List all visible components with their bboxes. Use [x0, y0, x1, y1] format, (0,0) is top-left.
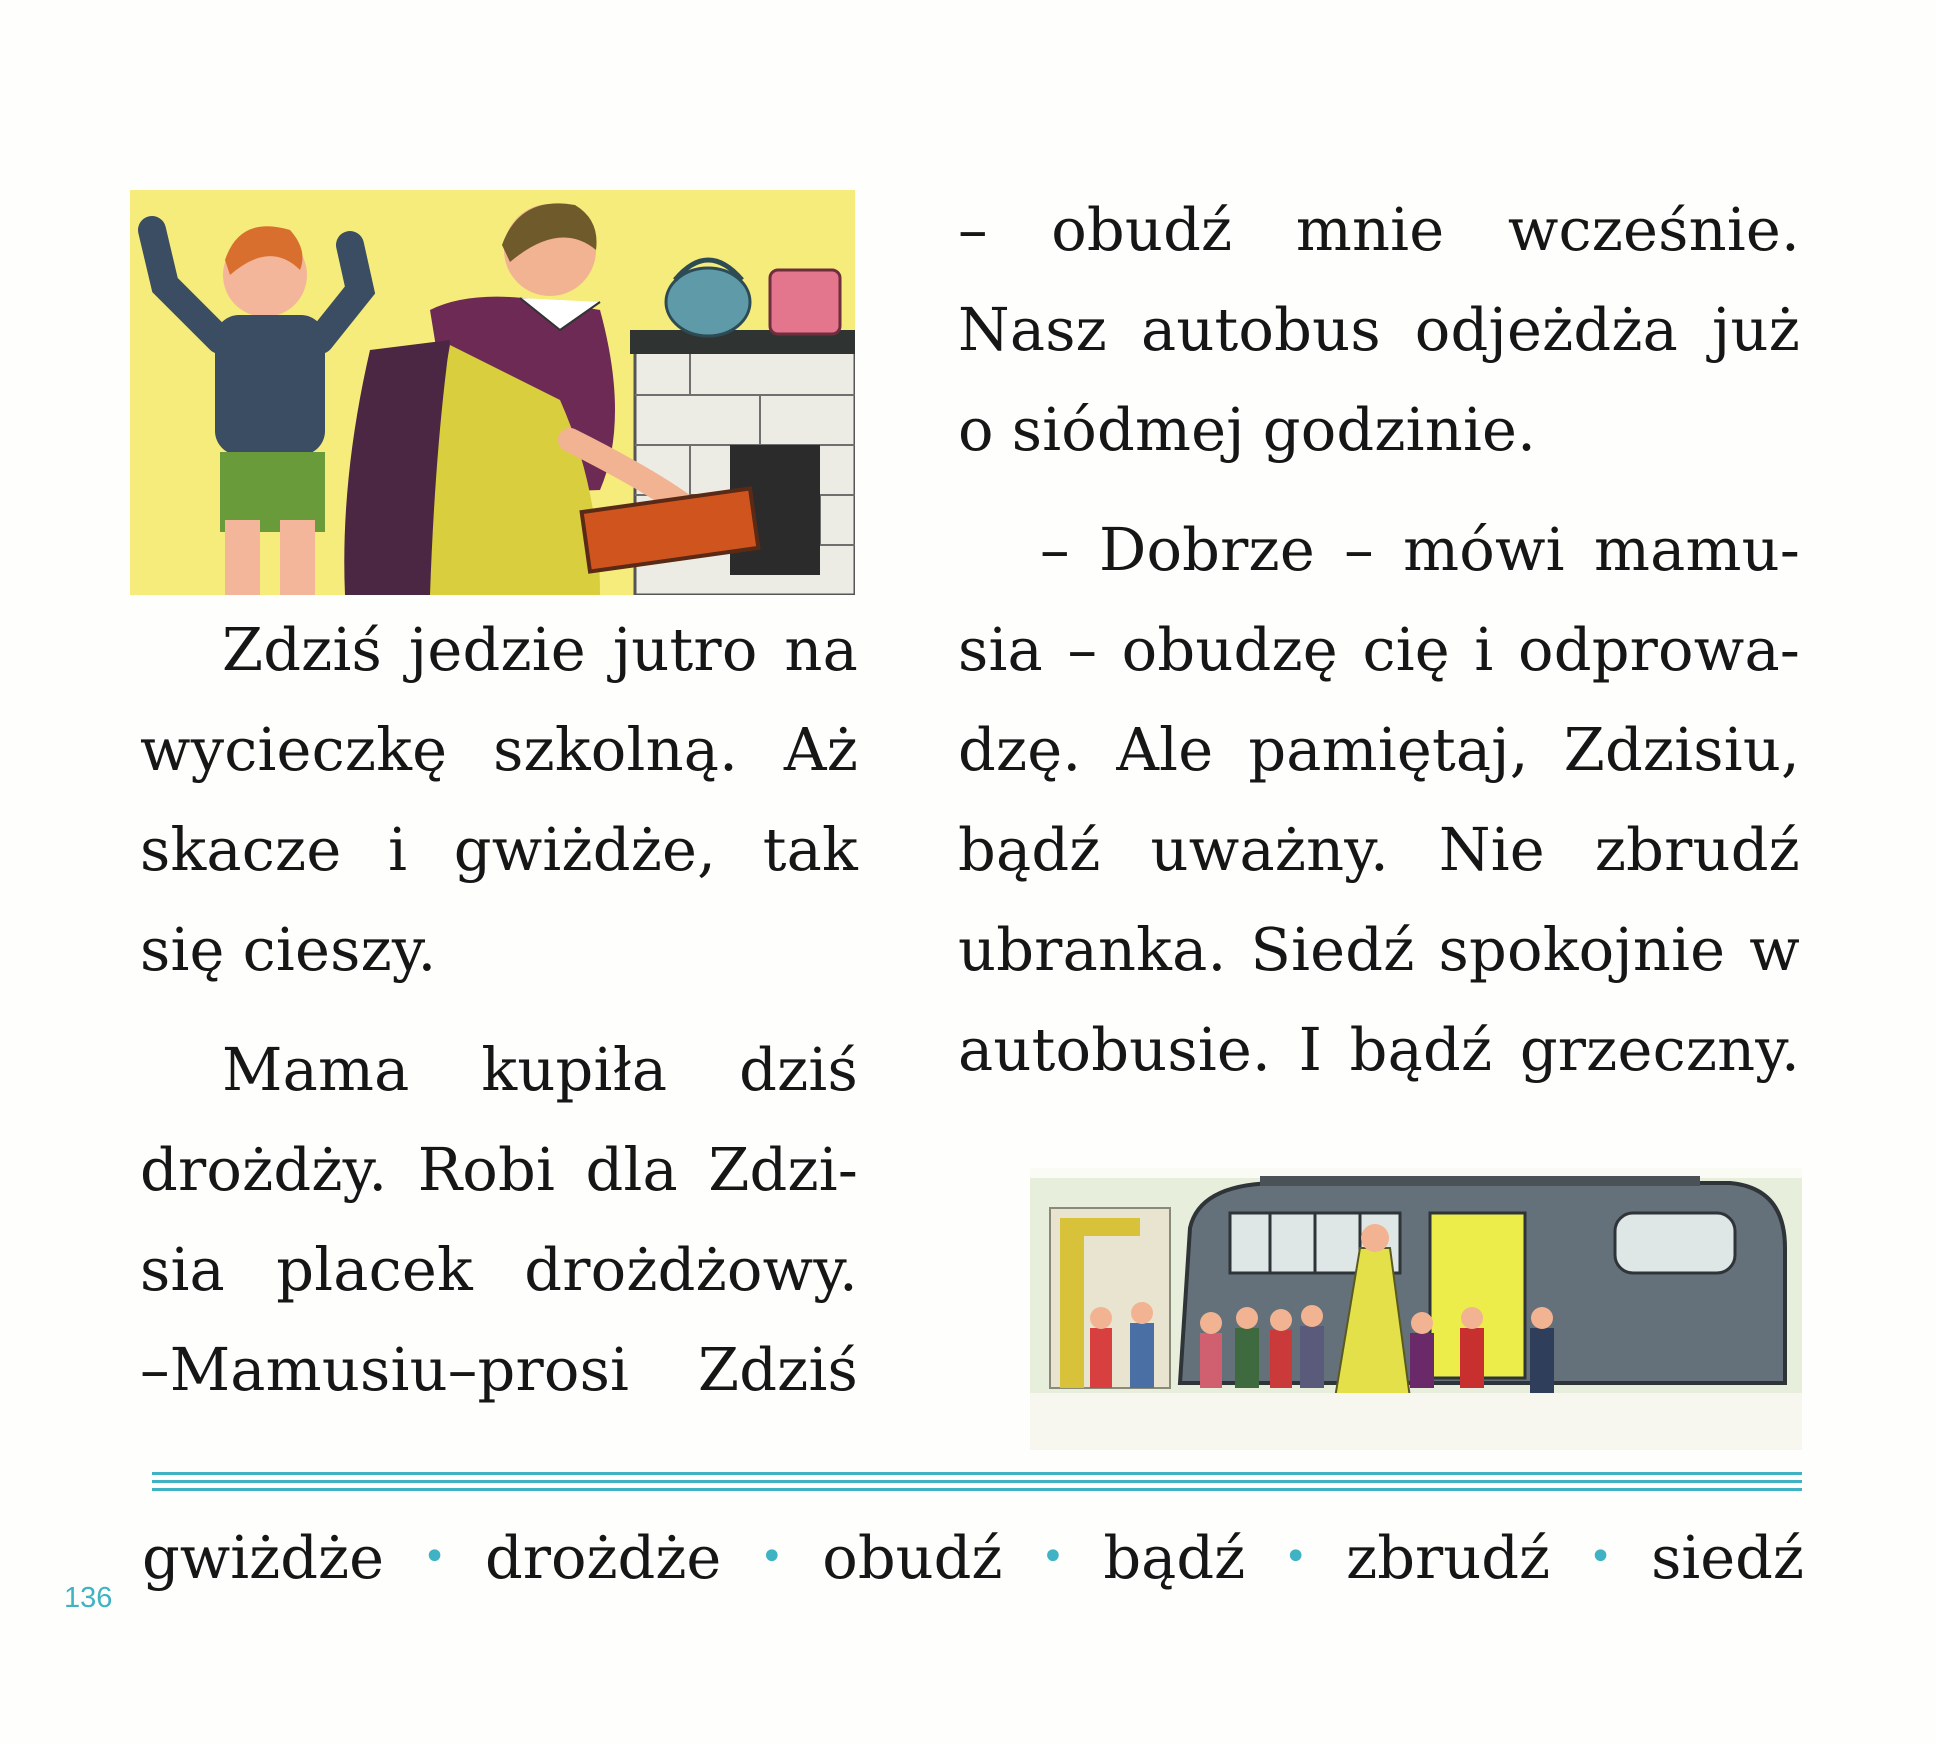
right-line-word: Siedź: [1250, 915, 1415, 984]
word-list: [142, 1522, 1804, 1592]
left-line-4: [140, 915, 858, 984]
right-line-word: Ale: [1116, 715, 1214, 784]
kitchen-illustration-drawing: [130, 190, 855, 595]
left-line-word: Mama: [222, 1035, 410, 1104]
left-line-word: cieszy.: [242, 915, 437, 984]
right-line-word: odjeżdża: [1414, 295, 1679, 364]
right-line-word: odprowa-: [1518, 615, 1800, 684]
right-line-word: wcześnie.: [1507, 195, 1800, 264]
right-line-5: [958, 615, 1800, 684]
right-line-word: mamu-: [1593, 515, 1800, 584]
left-line-word: tak: [762, 815, 858, 884]
left-line-6: [140, 1135, 858, 1204]
separator-dot: •: [760, 1534, 784, 1580]
page-number: 136: [64, 1582, 113, 1614]
left-line-word: placek: [276, 1235, 473, 1304]
left-line-word: gwiżdże,: [453, 815, 717, 884]
left-text-column: [140, 615, 858, 1440]
right-line-word: dzę.: [958, 715, 1082, 784]
right-line-word: –: [1040, 515, 1070, 584]
word-item: drożdże: [484, 1522, 722, 1592]
left-line-8: [140, 1335, 858, 1404]
word-item: bądź: [1103, 1522, 1246, 1592]
right-line-word: –: [958, 195, 988, 264]
left-line-word: Zdziś: [222, 615, 382, 684]
right-line-word: cię: [1362, 615, 1450, 684]
left-line-word: się: [140, 915, 225, 984]
left-line-word: Zdziś: [698, 1335, 858, 1404]
right-line-word: o: [958, 395, 994, 464]
word-item: siedź: [1651, 1522, 1804, 1592]
right-line-1: [958, 195, 1800, 264]
bus-illustration: [1030, 1168, 1802, 1450]
separator-dot: •: [422, 1534, 447, 1580]
right-line-word: uważny.: [1150, 815, 1389, 884]
left-line-word: drożdży.: [140, 1135, 388, 1204]
left-line-word: jedzie: [408, 615, 586, 684]
right-line-word: i: [1474, 615, 1494, 684]
right-line-word: spokojnie: [1438, 915, 1726, 984]
right-line-8: [958, 915, 1800, 984]
right-line-word: siódmej: [1011, 395, 1245, 464]
right-line-word: bądź: [1349, 1015, 1493, 1084]
right-line-word: pamiętaj,: [1248, 715, 1529, 784]
right-line-9: [958, 1015, 1800, 1084]
right-line-word: Dobrze: [1098, 515, 1315, 584]
left-line-word: kupiła: [481, 1035, 668, 1104]
right-line-word: autobusie.: [958, 1015, 1271, 1084]
left-line-word: na: [784, 615, 858, 684]
left-line-1: [140, 615, 858, 684]
right-line-word: zbrudź: [1594, 815, 1800, 884]
divider-rule: [152, 1488, 1802, 1491]
separator-dot: •: [1041, 1534, 1065, 1580]
right-line-6: [958, 715, 1800, 784]
divider-rule: [152, 1472, 1802, 1475]
right-line-word: mnie: [1295, 195, 1445, 264]
word-item: obudź: [822, 1522, 1003, 1592]
left-line-3: [140, 815, 858, 884]
right-line-word: już: [1712, 295, 1800, 364]
right-line-word: Zdzisiu,: [1563, 715, 1800, 784]
left-line-word: sia: [140, 1235, 225, 1304]
left-line-word: dla: [585, 1135, 678, 1204]
right-line-word: –: [1344, 515, 1374, 584]
separator-dot: •: [1283, 1534, 1308, 1580]
left-line-word: drożdżowy.: [524, 1235, 858, 1304]
right-line-word: Nasz: [958, 295, 1107, 364]
left-line-word: –Mamusiu–prosi: [140, 1335, 630, 1404]
right-line-word: Nie: [1438, 815, 1545, 884]
right-line-word: –: [1067, 615, 1098, 684]
right-line-word: godzinie.: [1262, 395, 1537, 464]
right-text-column: [958, 195, 1800, 1120]
left-line-2: [140, 715, 858, 784]
right-line-word: I: [1298, 1015, 1323, 1084]
kitchen-illustration: [130, 190, 855, 595]
right-line-word: mówi: [1403, 515, 1565, 584]
left-line-word: skacze: [140, 815, 342, 884]
word-item: zbrudź: [1346, 1522, 1551, 1592]
left-line-word: Zdzi-: [708, 1135, 858, 1204]
left-line-word: szkolną.: [493, 715, 739, 784]
left-line-word: jutro: [612, 615, 758, 684]
left-line-word: Robi: [417, 1135, 556, 1204]
right-line-4: [958, 515, 1800, 584]
right-line-7: [958, 815, 1800, 884]
right-line-word: obudzę: [1121, 615, 1338, 684]
left-line-7: [140, 1235, 858, 1304]
right-line-word: autobus: [1140, 295, 1381, 364]
right-line-word: grzeczny.: [1519, 1015, 1800, 1084]
left-line-word: dziś: [739, 1035, 858, 1104]
right-line-word: obudź: [1051, 195, 1233, 264]
right-line-2: [958, 295, 1800, 364]
left-line-word: i: [388, 815, 408, 884]
left-line-word: Aż: [783, 715, 858, 784]
divider-rule: [152, 1480, 1802, 1483]
left-line-5: [140, 1035, 858, 1104]
word-item: gwiżdże: [142, 1522, 384, 1592]
right-line-word: ubranka.: [958, 915, 1227, 984]
right-line-word: w: [1749, 915, 1800, 984]
separator-dot: •: [1588, 1534, 1613, 1580]
right-line-word: sia: [958, 615, 1043, 684]
left-line-word: wycieczkę: [140, 715, 448, 784]
right-line-3: [958, 395, 1800, 464]
right-line-word: bądź: [958, 815, 1101, 884]
bus-illustration-drawing: [1030, 1168, 1802, 1450]
